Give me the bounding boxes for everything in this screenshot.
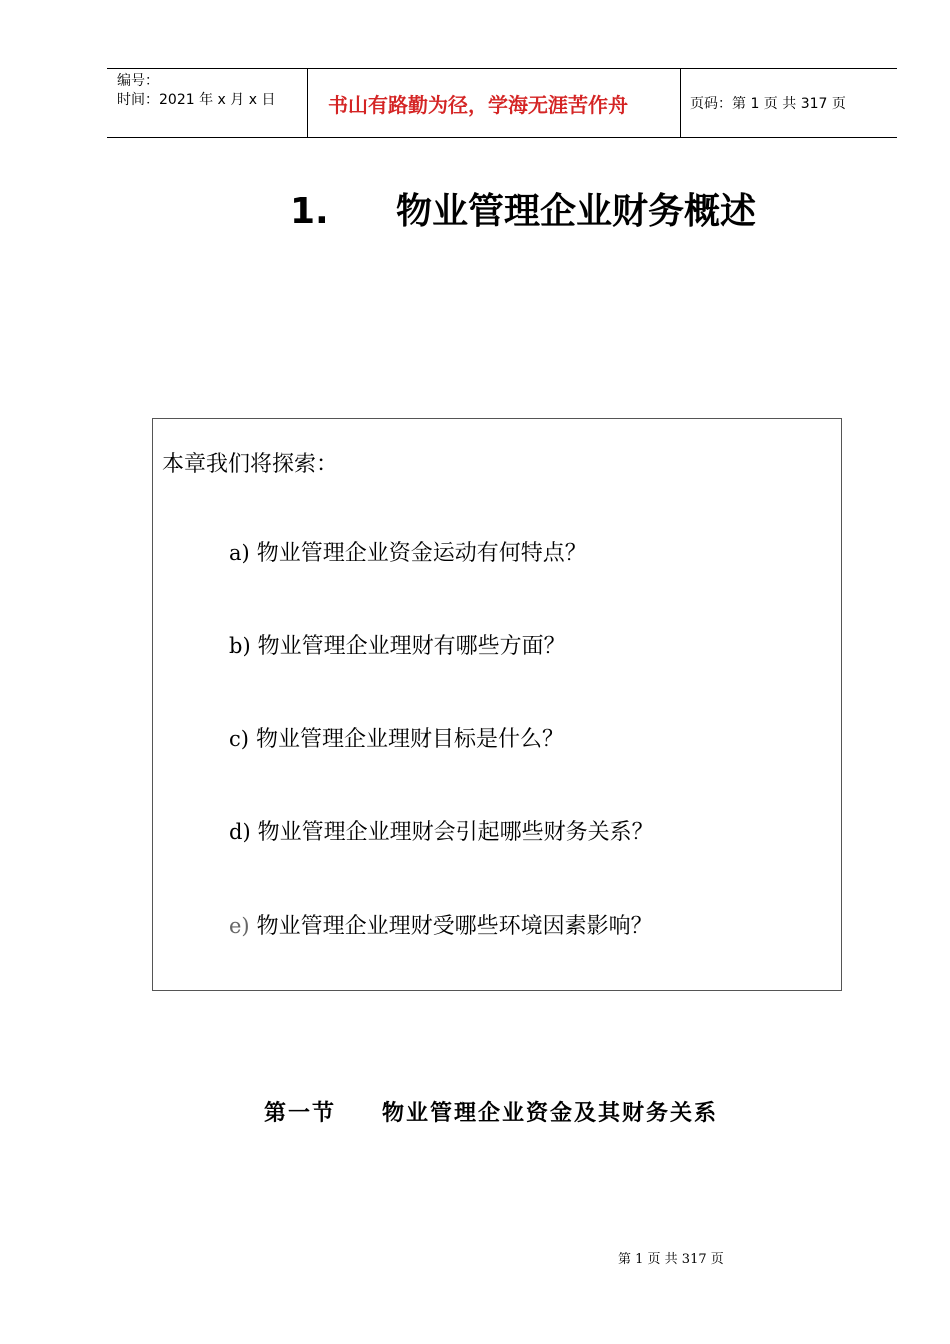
question-item — [229, 722, 564, 753]
section-title-text: 物业管理企业资金及其财务关系 — [382, 1100, 719, 1126]
explore-intro: 本章我们将探索： — [162, 452, 339, 477]
page-header — [107, 68, 897, 138]
section-label: 第一节 — [264, 1100, 337, 1126]
header-page-info: 页码：第 1 页 共 317 页 — [690, 96, 846, 112]
header-meta — [107, 69, 308, 137]
number-label: 编号： — [117, 73, 159, 89]
section-title — [264, 1096, 718, 1127]
header-motto: 书山有路勤为径，学海无涯苦作舟 — [308, 69, 681, 137]
chapter-title — [290, 183, 756, 234]
chapter-number: 1. — [290, 191, 329, 232]
question-text: 物业管理企业理财有哪些方面？ — [257, 634, 566, 659]
question-item — [229, 536, 587, 567]
question-item — [229, 815, 654, 846]
question-text: 物业管理企业资金运动有何特点？ — [256, 541, 587, 566]
explore-box — [152, 418, 842, 991]
question-text: 物业管理企业理财受哪些环境因素影响？ — [256, 914, 653, 939]
page-footer: 第 1 页 共 317 页 — [618, 1252, 724, 1267]
question-item — [229, 909, 653, 940]
question-marker: e) — [229, 914, 250, 938]
question-text: 物业管理企业理财目标是什么？ — [255, 727, 564, 752]
question-marker: b) — [229, 634, 251, 658]
question-marker: a) — [229, 541, 250, 565]
question-item — [229, 629, 566, 660]
time-label: 时间：2021 年 x 月 x 日 — [117, 92, 276, 108]
question-text: 物业管理企业理财会引起哪些财务关系？ — [257, 820, 654, 845]
question-marker: d) — [229, 820, 251, 844]
chapter-title-text: 物业管理企业财务概述 — [396, 191, 757, 232]
question-marker: c) — [229, 727, 249, 751]
